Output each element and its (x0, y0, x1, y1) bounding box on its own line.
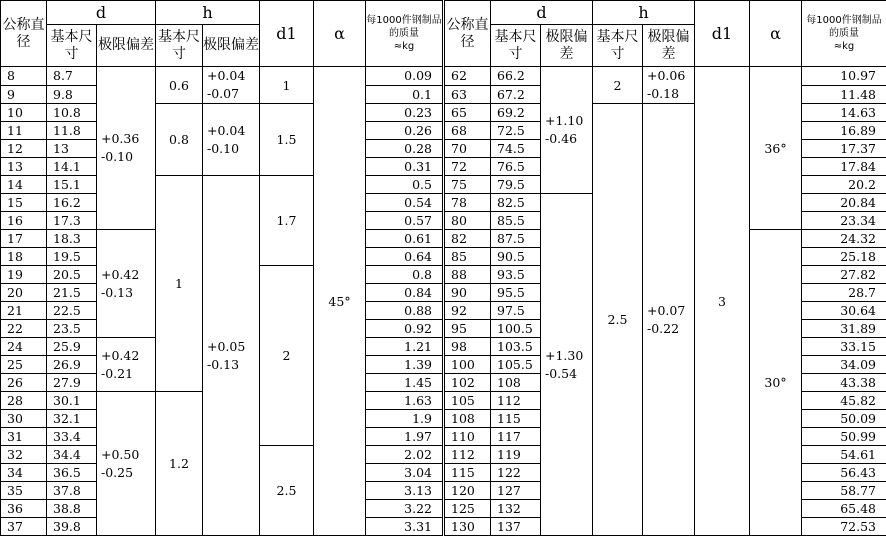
weight-per-1000-cell: 0.61 (366, 230, 443, 248)
nominal-diameter-cell: 28 (1, 392, 47, 410)
header-d-tolerance: 极限偏差 (97, 25, 156, 67)
weight-per-1000-cell: 3.04 (366, 464, 443, 482)
d-basic-size-cell: 34.4 (47, 446, 97, 464)
d-basic-size-cell: 72.5 (491, 122, 541, 140)
nominal-diameter-cell: 120 (445, 482, 491, 500)
header-d1: d1 (695, 1, 750, 67)
weight-per-1000-cell: 0.1 (366, 85, 443, 104)
d-basic-size-cell: 14.1 (47, 158, 97, 176)
weight-per-1000-cell: 0.09 (366, 67, 443, 86)
weight-per-1000-cell: 1.63 (366, 392, 443, 410)
header-d: d (47, 1, 156, 25)
nominal-diameter-cell: 13 (1, 158, 47, 176)
tolerance-lower: -0.21 (101, 365, 155, 383)
d-basic-size-cell: 97.5 (491, 302, 541, 320)
d1-cell: 1.7 (260, 176, 314, 266)
d-basic-size-cell: 22.5 (47, 302, 97, 320)
nominal-diameter-cell: 70 (445, 140, 491, 158)
tolerance-upper: +0.07 (647, 302, 694, 320)
header-weight (366, 1, 443, 67)
nominal-diameter-cell: 9 (1, 85, 47, 104)
tolerance-lower: -0.10 (101, 148, 155, 166)
nominal-diameter-cell: 36 (1, 500, 47, 518)
nominal-diameter-cell: 98 (445, 338, 491, 356)
weight-per-1000-cell: 43.38 (802, 374, 886, 392)
header-nominal: 公称直径 (445, 1, 491, 67)
tolerance-upper: +0.36 (101, 130, 155, 148)
weight-per-1000-cell: 45.82 (802, 392, 886, 410)
nominal-diameter-cell: 90 (445, 284, 491, 302)
weight-per-1000-cell: 0.64 (366, 248, 443, 266)
d-basic-size-cell: 100.5 (491, 320, 541, 338)
table-row (1, 104, 443, 122)
weight-per-1000-cell: 27.82 (802, 266, 886, 284)
weight-per-1000-cell: 0.31 (366, 158, 443, 176)
alpha-cell: 45° (314, 67, 366, 536)
tolerance-upper: +1.10 (545, 112, 592, 130)
nominal-diameter-cell: 21 (1, 302, 47, 320)
nominal-diameter-cell: 25 (1, 356, 47, 374)
d-basic-size-cell: 66.2 (491, 67, 541, 86)
d-basic-size-cell: 19.5 (47, 248, 97, 266)
nominal-diameter-cell: 17 (1, 230, 47, 248)
d-basic-size-cell: 11.8 (47, 122, 97, 140)
d-basic-size-cell: 82.5 (491, 194, 541, 212)
header-weight-label: 每1000件钢制品的质量 (806, 15, 881, 39)
d-basic-size-cell: 112 (491, 392, 541, 410)
nominal-diameter-cell: 92 (445, 302, 491, 320)
nominal-diameter-cell: 16 (1, 212, 47, 230)
header-d-tolerance: 极限偏差 (541, 25, 593, 67)
nominal-diameter-cell: 65 (445, 104, 491, 122)
d-basic-size-cell: 37.8 (47, 482, 97, 500)
weight-per-1000-cell: 72.53 (802, 518, 886, 536)
tolerance-upper: +0.50 (101, 446, 155, 464)
d-basic-size-cell: 8.7 (47, 67, 97, 86)
nominal-diameter-cell: 62 (445, 67, 491, 86)
alpha-cell: 36° (750, 67, 802, 230)
header-weight (802, 1, 886, 67)
d-tolerance-cell (97, 230, 156, 338)
table-row (1, 67, 443, 86)
header-weight-label: 每1000件钢制品的质量 (366, 15, 441, 39)
nominal-diameter-cell: 37 (1, 518, 47, 536)
right-dimension-table (444, 0, 886, 536)
nominal-diameter-cell: 10 (1, 104, 47, 122)
weight-per-1000-cell: 0.92 (366, 320, 443, 338)
nominal-diameter-cell: 102 (445, 374, 491, 392)
d-basic-size-cell: 122 (491, 464, 541, 482)
h-tolerance-cell (643, 104, 695, 536)
tolerance-lower: -0.18 (647, 85, 694, 103)
weight-per-1000-cell: 1.97 (366, 428, 443, 446)
d-basic-size-cell: 23.5 (47, 320, 97, 338)
d-tolerance-cell (541, 194, 593, 536)
nominal-diameter-cell: 26 (1, 374, 47, 392)
nominal-diameter-cell: 15 (1, 194, 47, 212)
nominal-diameter-cell: 82 (445, 230, 491, 248)
tolerance-lower: -0.07 (207, 85, 259, 103)
nominal-diameter-cell: 115 (445, 464, 491, 482)
nominal-diameter-cell: 105 (445, 392, 491, 410)
nominal-diameter-cell: 11 (1, 122, 47, 140)
d-basic-size-cell: 74.5 (491, 140, 541, 158)
d1-cell: 2.5 (260, 446, 314, 536)
d-basic-size-cell: 32.1 (47, 410, 97, 428)
d-basic-size-cell: 117 (491, 428, 541, 446)
d-basic-size-cell: 132 (491, 500, 541, 518)
header-h-basic: 基本尺寸 (593, 25, 643, 67)
d-basic-size-cell: 108 (491, 374, 541, 392)
weight-per-1000-cell: 3.31 (366, 518, 443, 536)
weight-per-1000-cell: 1.39 (366, 356, 443, 374)
weight-per-1000-cell: 65.48 (802, 500, 886, 518)
nominal-diameter-cell: 18 (1, 248, 47, 266)
weight-per-1000-cell: 24.32 (802, 230, 886, 248)
d-basic-size-cell: 39.8 (47, 518, 97, 536)
header-h-basic: 基本尺寸 (156, 25, 203, 67)
h-tolerance-cell (203, 176, 260, 536)
tolerance-upper: +0.42 (101, 266, 155, 284)
weight-per-1000-cell: 0.88 (366, 302, 443, 320)
table-row (445, 67, 886, 86)
weight-per-1000-cell: 0.23 (366, 104, 443, 122)
tolerance-lower: -0.25 (101, 464, 155, 482)
nominal-diameter-cell: 110 (445, 428, 491, 446)
header-h: h (156, 1, 260, 25)
weight-per-1000-cell: 58.77 (802, 482, 886, 500)
weight-per-1000-cell: 2.02 (366, 446, 443, 464)
tolerance-lower: -0.13 (101, 284, 155, 302)
d-tolerance-cell (97, 392, 156, 536)
d-basic-size-cell: 21.5 (47, 284, 97, 302)
weight-per-1000-cell: 25.18 (802, 248, 886, 266)
d-basic-size-cell: 33.4 (47, 428, 97, 446)
d-basic-size-cell: 26.9 (47, 356, 97, 374)
nominal-diameter-cell: 35 (1, 482, 47, 500)
weight-per-1000-cell: 17.84 (802, 158, 886, 176)
alpha-cell: 30° (750, 230, 802, 536)
nominal-diameter-cell: 32 (1, 446, 47, 464)
d-basic-size-cell: 87.5 (491, 230, 541, 248)
d-basic-size-cell: 90.5 (491, 248, 541, 266)
nominal-diameter-cell: 75 (445, 176, 491, 194)
d-basic-size-cell: 105.5 (491, 356, 541, 374)
weight-per-1000-cell: 34.09 (802, 356, 886, 374)
weight-per-1000-cell: 54.61 (802, 446, 886, 464)
nominal-diameter-cell: 100 (445, 356, 491, 374)
d-basic-size-cell: 85.5 (491, 212, 541, 230)
d-basic-size-cell: 13 (47, 140, 97, 158)
d-basic-size-cell: 95.5 (491, 284, 541, 302)
nominal-diameter-cell: 24 (1, 338, 47, 356)
d-basic-size-cell: 27.9 (47, 374, 97, 392)
nominal-diameter-cell: 88 (445, 266, 491, 284)
tolerance-lower: -0.13 (207, 356, 259, 374)
header-h-tolerance: 极限偏差 (203, 25, 260, 67)
header-h-tolerance: 极限偏差 (643, 25, 695, 67)
tolerance-lower: -0.22 (647, 320, 694, 338)
weight-per-1000-cell: 20.2 (802, 176, 886, 194)
d-basic-size-cell: 10.8 (47, 104, 97, 122)
nominal-diameter-cell: 22 (1, 320, 47, 338)
d-basic-size-cell: 25.9 (47, 338, 97, 356)
d-basic-size-cell: 103.5 (491, 338, 541, 356)
d-basic-size-cell: 137 (491, 518, 541, 536)
d-tolerance-cell (97, 338, 156, 392)
header-weight-unit: ≈kg (366, 40, 442, 53)
weight-per-1000-cell: 11.48 (802, 85, 886, 104)
nominal-diameter-cell: 12 (1, 140, 47, 158)
weight-per-1000-cell: 0.26 (366, 122, 443, 140)
d-basic-size-cell: 119 (491, 446, 541, 464)
weight-per-1000-cell: 28.7 (802, 284, 886, 302)
h-basic-size-cell: 1 (156, 176, 203, 392)
nominal-diameter-cell: 125 (445, 500, 491, 518)
tolerance-upper: +0.04 (207, 122, 259, 140)
weight-per-1000-cell: 0.5 (366, 176, 443, 194)
weight-per-1000-cell: 50.99 (802, 428, 886, 446)
d-basic-size-cell: 17.3 (47, 212, 97, 230)
weight-per-1000-cell: 1.9 (366, 410, 443, 428)
d1-cell: 1 (260, 67, 314, 104)
d-basic-size-cell: 30.1 (47, 392, 97, 410)
nominal-diameter-cell: 80 (445, 212, 491, 230)
d-basic-size-cell: 79.5 (491, 176, 541, 194)
weight-per-1000-cell: 0.84 (366, 284, 443, 302)
nominal-diameter-cell: 8 (1, 67, 47, 86)
weight-per-1000-cell: 10.97 (802, 67, 886, 86)
d-basic-size-cell: 20.5 (47, 266, 97, 284)
d-basic-size-cell: 127 (491, 482, 541, 500)
h-tolerance-cell (203, 67, 260, 104)
header-weight-unit: ≈kg (802, 40, 886, 53)
h-tolerance-cell (643, 67, 695, 104)
nominal-diameter-cell: 85 (445, 248, 491, 266)
nominal-diameter-cell: 20 (1, 284, 47, 302)
header-nominal: 公称直径 (1, 1, 47, 67)
h-basic-size-cell: 0.8 (156, 104, 203, 176)
d1-cell: 1.5 (260, 104, 314, 176)
weight-per-1000-cell: 3.22 (366, 500, 443, 518)
d-basic-size-cell: 93.5 (491, 266, 541, 284)
h-tolerance-cell (203, 104, 260, 176)
h-basic-size-cell: 1.2 (156, 392, 203, 536)
weight-per-1000-cell: 16.89 (802, 122, 886, 140)
h-basic-size-cell: 2.5 (593, 104, 643, 536)
header-d1: d1 (260, 1, 314, 67)
tolerance-upper: +0.42 (101, 347, 155, 365)
weight-per-1000-cell: 20.84 (802, 194, 886, 212)
nominal-diameter-cell: 63 (445, 85, 491, 104)
tolerance-lower: -0.10 (207, 140, 259, 158)
tolerance-upper: +0.04 (207, 67, 259, 85)
nominal-diameter-cell: 95 (445, 320, 491, 338)
weight-per-1000-cell: 30.64 (802, 302, 886, 320)
tolerance-upper: +0.06 (647, 67, 694, 85)
weight-per-1000-cell: 3.13 (366, 482, 443, 500)
tolerance-upper: +0.05 (207, 338, 259, 356)
header-d-basic: 基本尺寸 (491, 25, 541, 67)
weight-per-1000-cell: 50.09 (802, 410, 886, 428)
tolerance-upper: +1.30 (545, 347, 592, 365)
d-basic-size-cell: 76.5 (491, 158, 541, 176)
d-basic-size-cell: 115 (491, 410, 541, 428)
header-alpha: α (314, 1, 366, 67)
nominal-diameter-cell: 34 (1, 464, 47, 482)
nominal-diameter-cell: 78 (445, 194, 491, 212)
weight-per-1000-cell: 0.28 (366, 140, 443, 158)
d-basic-size-cell: 18.3 (47, 230, 97, 248)
nominal-diameter-cell: 31 (1, 428, 47, 446)
header-h: h (593, 1, 695, 25)
d-basic-size-cell: 69.2 (491, 104, 541, 122)
weight-per-1000-cell: 33.15 (802, 338, 886, 356)
d-basic-size-cell: 38.8 (47, 500, 97, 518)
d-basic-size-cell: 15.1 (47, 176, 97, 194)
h-basic-size-cell: 2 (593, 67, 643, 104)
tolerance-lower: -0.46 (545, 130, 592, 148)
tolerance-lower: -0.54 (545, 365, 592, 383)
nominal-diameter-cell: 108 (445, 410, 491, 428)
nominal-diameter-cell: 130 (445, 518, 491, 536)
weight-per-1000-cell: 17.37 (802, 140, 886, 158)
d-tolerance-cell (541, 67, 593, 194)
d-basic-size-cell: 67.2 (491, 85, 541, 104)
d-basic-size-cell: 9.8 (47, 85, 97, 104)
nominal-diameter-cell: 72 (445, 158, 491, 176)
weight-per-1000-cell: 31.89 (802, 320, 886, 338)
header-d-basic: 基本尺寸 (47, 25, 97, 67)
nominal-diameter-cell: 14 (1, 176, 47, 194)
weight-per-1000-cell: 0.54 (366, 194, 443, 212)
weight-per-1000-cell: 56.43 (802, 464, 886, 482)
d-basic-size-cell: 16.2 (47, 194, 97, 212)
weight-per-1000-cell: 1.45 (366, 374, 443, 392)
table-row (1, 176, 443, 194)
weight-per-1000-cell: 0.57 (366, 212, 443, 230)
d-tolerance-cell (97, 67, 156, 230)
header-d: d (491, 1, 593, 25)
table-row (445, 104, 886, 122)
weight-per-1000-cell: 14.63 (802, 104, 886, 122)
weight-per-1000-cell: 1.21 (366, 338, 443, 356)
nominal-diameter-cell: 30 (1, 410, 47, 428)
nominal-diameter-cell: 112 (445, 446, 491, 464)
weight-per-1000-cell: 23.34 (802, 212, 886, 230)
d-basic-size-cell: 36.5 (47, 464, 97, 482)
h-basic-size-cell: 0.6 (156, 67, 203, 104)
header-alpha: α (750, 1, 802, 67)
d1-cell: 2 (260, 266, 314, 446)
weight-per-1000-cell: 0.8 (366, 266, 443, 284)
d1-cell: 3 (695, 67, 750, 536)
nominal-diameter-cell: 19 (1, 266, 47, 284)
nominal-diameter-cell: 68 (445, 122, 491, 140)
